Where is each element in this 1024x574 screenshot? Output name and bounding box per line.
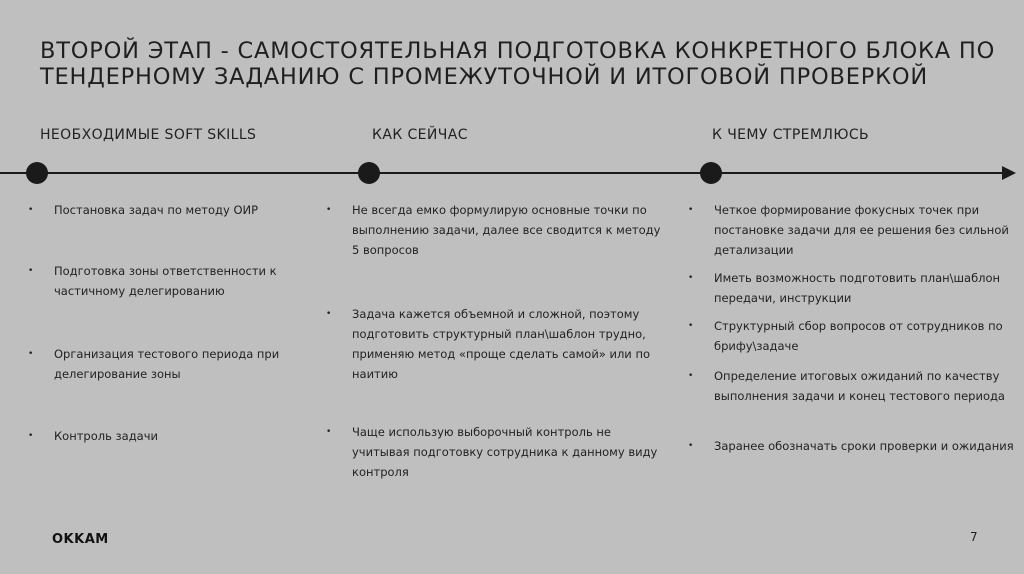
column-heading-current: КАК СЕЙЧАС	[372, 127, 468, 143]
page-number: 7	[970, 530, 978, 544]
list-item: • Организация тестового периода при делегирование зоны	[28, 347, 280, 381]
list-item: • Структурный сбор вопросов от сотрудников по брифу\задаче	[688, 319, 1003, 353]
list-item: • Подготовка зоны ответственности к частичному делегированию	[28, 264, 277, 298]
timeline-dot-3	[700, 162, 722, 184]
column-heading-soft-skills: НЕОБХОДИМЫЕ SOFT SKILLS	[40, 127, 257, 143]
list-item: • Контроль задачи	[28, 429, 158, 443]
list-item: • Задача кажется объемной и сложной, поэтому подготовить структурный план\шаблон трудно, применяю метод «проще сделать самой» или по наитию	[326, 307, 650, 381]
list-item: • Не всегда емко формулирую основные точки по выполнению задачи, далее все сводится к методу 5 вопросов	[326, 203, 661, 257]
list-item: • Четкое формирование фокусных точек при постановке задачи для ее решения без сильной детализации	[688, 203, 1009, 257]
timeline-line	[0, 172, 1012, 174]
list-item: • Чаще использую выборочный контроль не учитывая подготовку сотрудника к данному виду контроля	[326, 425, 658, 479]
list-item: • Иметь возможность подготовить план\шаблон передачи, инструкции	[688, 271, 1001, 305]
okkam-logo: OKKAM	[52, 532, 109, 547]
timeline-dot-2	[358, 162, 380, 184]
slide-title: ВТОРОЙ ЭТАП - САМОСТОЯТЕЛЬНАЯ ПОДГОТОВКА КОНКРЕТНОГО БЛОКА ПО ТЕНДЕРНОМУ ЗАДАНИЮ С ПРОМЕЖУТОЧНОЙ И ИТОГОВОЙ ПРОВЕРКОЙ	[40, 38, 996, 90]
list-item: • Определение итоговых ожиданий по качеству выполнения задачи и конец тестового периода	[688, 369, 1005, 403]
list-item: • Постановка задач по методу ОИР	[28, 203, 259, 217]
timeline-arrow-icon	[1002, 166, 1016, 180]
column-heading-goals: К ЧЕМУ СТРЕМЛЮСЬ	[712, 127, 870, 143]
list-item: • Заранее обозначать сроки проверки и ожидания	[688, 439, 1014, 453]
timeline-dot-1	[26, 162, 48, 184]
